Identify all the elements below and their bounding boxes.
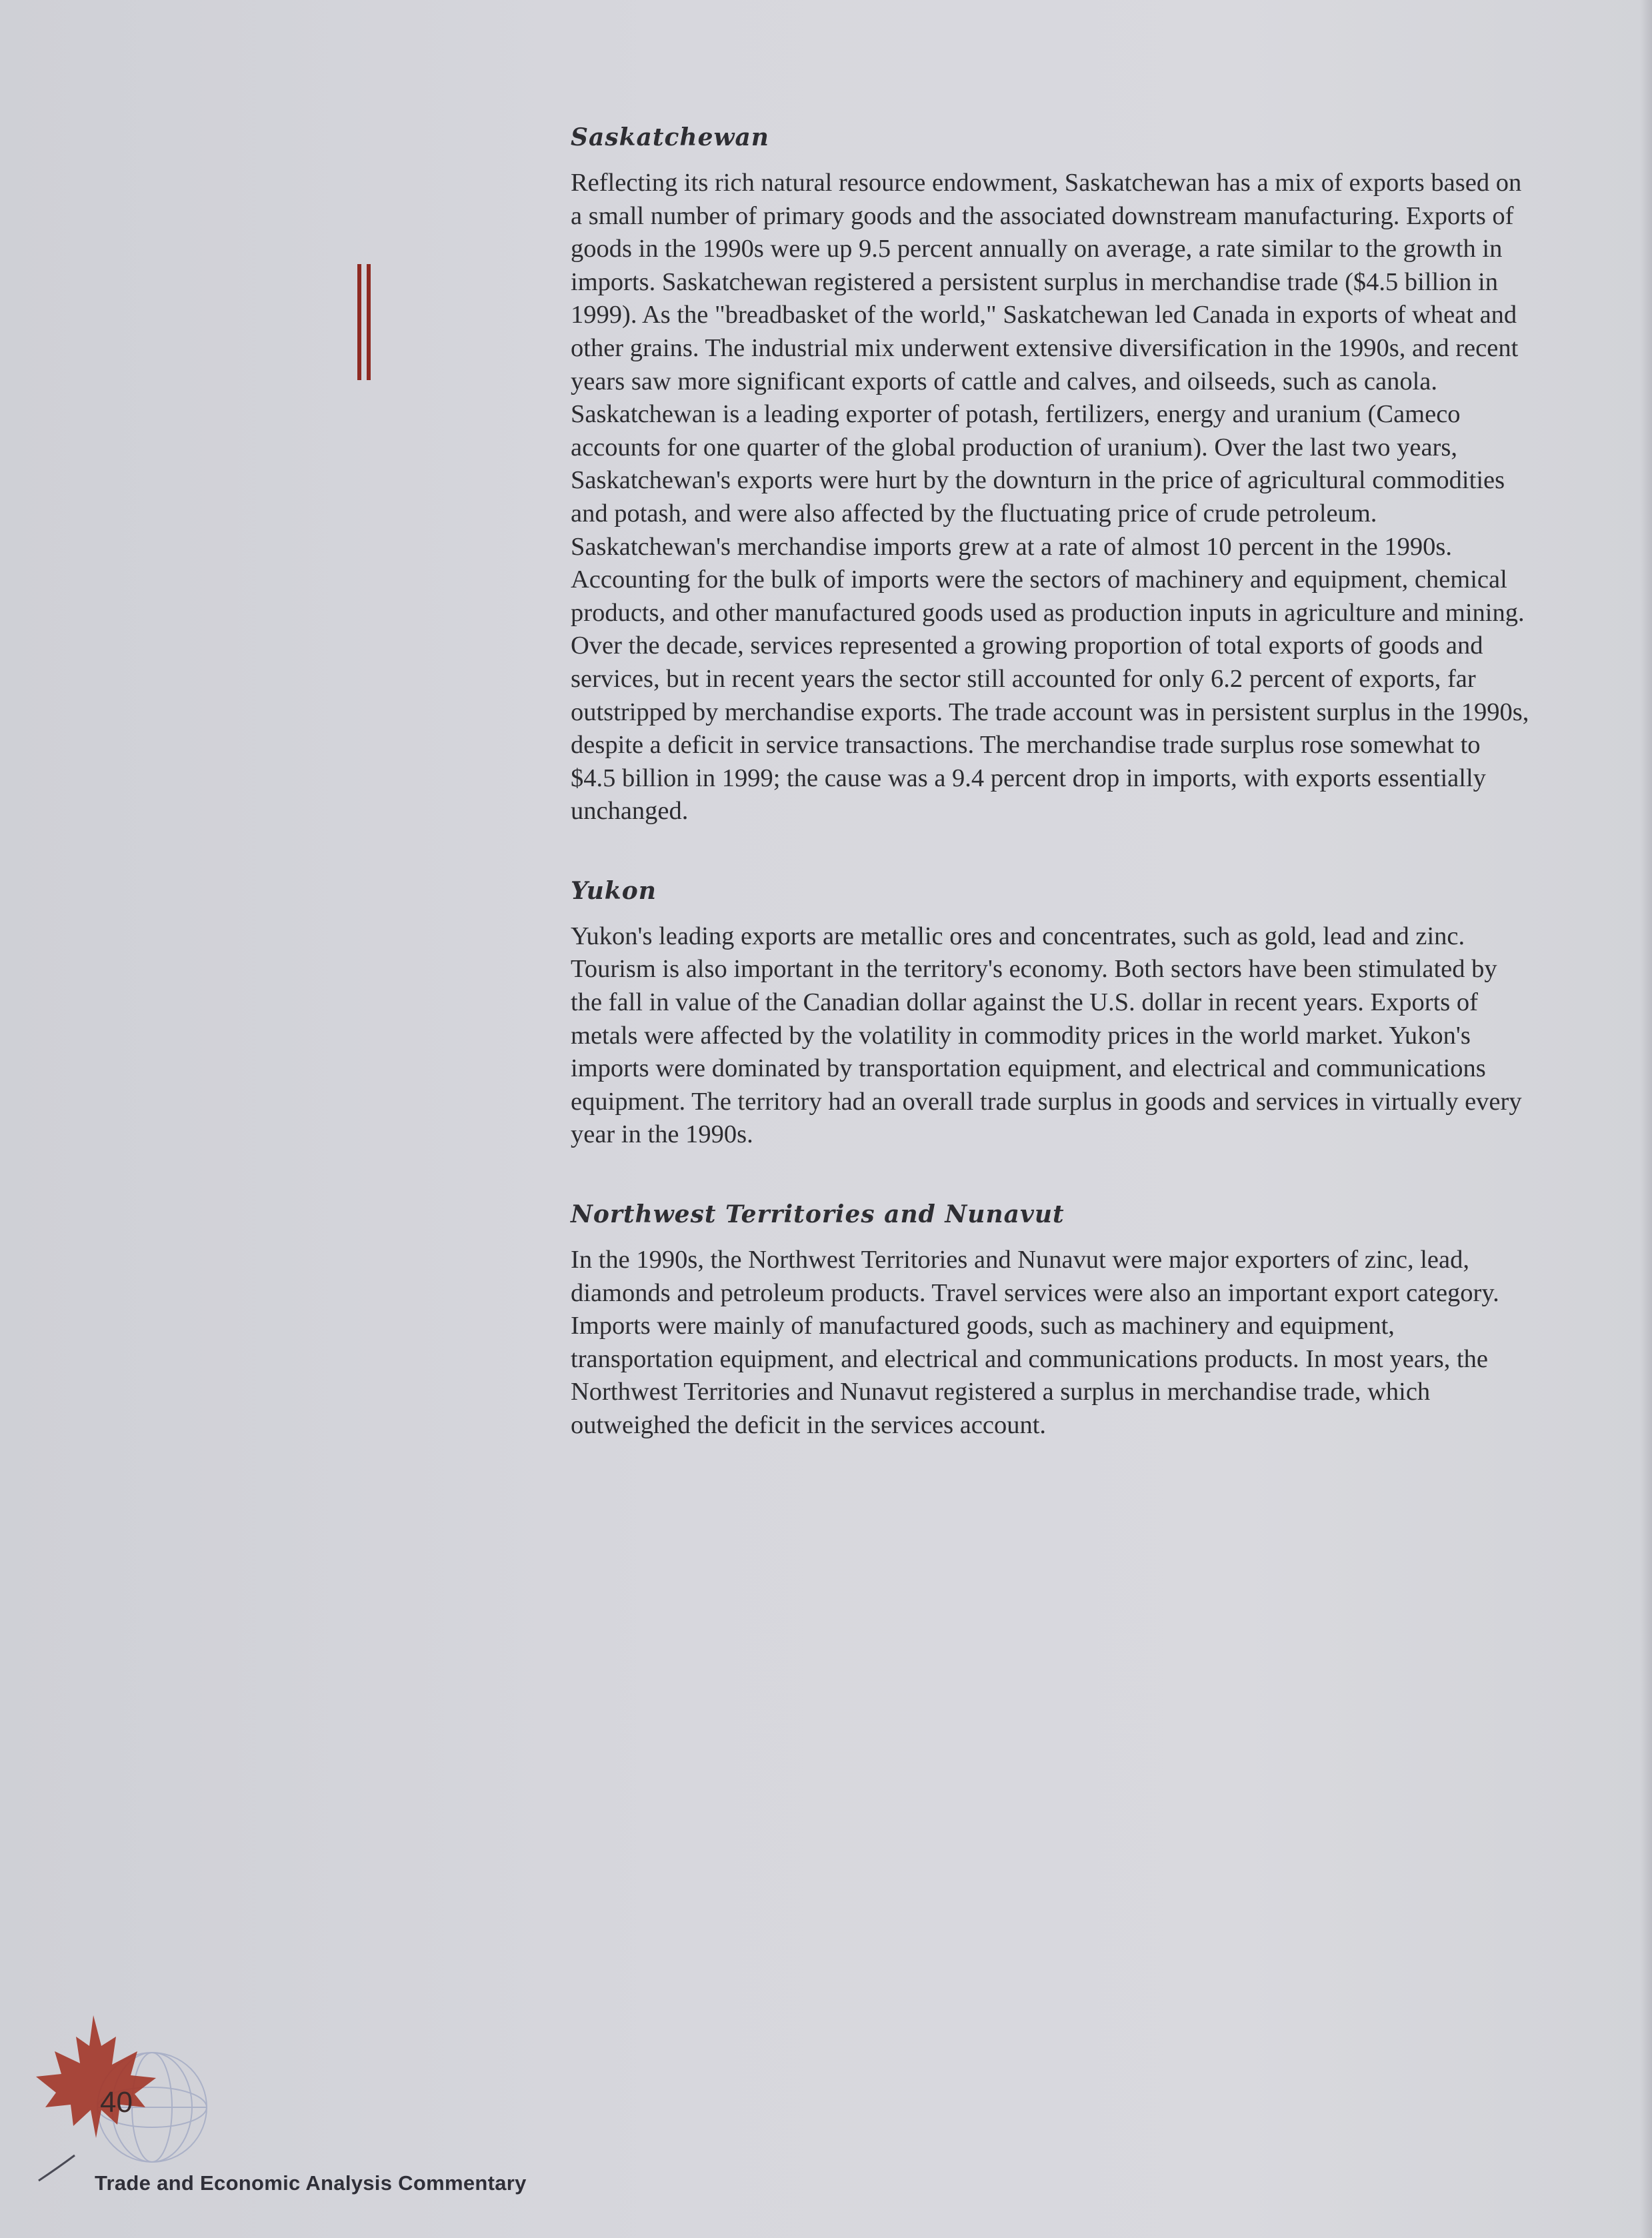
section-paragraph: Yukon's leading exports are metallic ores and concentrates, such as gold, lead and zinc. Tourism is also important in the territory's economy. Both sectors have been stimulated by the fall in value of the Canadian dollar against the U.S. dollar in recent years. Exports of metals were affected by the volatility in commodity prices in the world market. Yukon's imports were dominated by transportation equipment, and electrical and communications equipment. The territory had an overall trade surplus in goods and services in virtually every year in the 1990s. — [571, 922, 1522, 1149]
decorative-red-bars — [357, 264, 372, 380]
article-body — [571, 117, 1531, 1485]
section-heading: Northwest Territories and Nunavut — [571, 1200, 1065, 1229]
publication-title: Trade and Economic Analysis Commentary — [95, 2171, 527, 2195]
section-paragraph: Reflecting its rich natural resource endowment, Saskatchewan has a mix of exports based on a small number of primary goods and the associated downstream manufacturing. Exports of goods in the 1990s were up 9.5 percent annually on average, a rate similar to the growth in imports. Saskatchewan registered a persistent surplus in merchandise trade ($4.5 billion in 1999). As the "breadbasket of the world," Saskatchewan led Canada in exports of wheat and other grains. The industrial mix underwent extensive diversification in the 1990s, and recent years saw more significant exports of cattle and calves, and oilseeds, such as canola. Saskatchewan is a leading exporter of potash, fertilizers, energy and uranium (Cameco accounts for one quarter of the global production of uranium). Over the last two years, Saskatchewan's exports were hurt by the downturn in the price of agricultural commodities and potash, and were also affected by the fluctuating price of crude petroleum. Saskatchewan's merchandise imports grew at a rate of almost 10 percent in the 1990s. Accounting for the bulk of imports were the sectors of machinery and equipment, chemical products, and other manufactured goods used as production inputs in agriculture and mining. Over the decade, services represented a growing proportion of total exports of goods and services, but in recent years the sector still accounted for only 6.2 percent of exports, far outstripped by merchandise exports. The trade account was in persistent surplus in the 1990s, despite a deficit in service transactions. The merchandise trade surplus rose somewhat to $4.5 billion in 1999; the cause was a 9.4 percent drop in imports, with exports essentially unchanged. — [571, 169, 1529, 826]
section-heading: Saskatchewan — [571, 123, 769, 151]
page-edge-shadow — [1640, 0, 1652, 2238]
red-bar-left — [357, 264, 361, 380]
section-heading: Yukon — [571, 876, 657, 905]
section-yukon — [571, 871, 1531, 1152]
section-saskatchewan — [571, 117, 1531, 828]
red-bar-right — [367, 264, 371, 380]
section-paragraph: In the 1990s, the Northwest Territories and Nunavut were major exporters of zinc, lead, diamonds and petroleum products. Travel services were also an important export category. Imports were mainly of manufactured goods, such as machinery and equipment, transportation equipment, and electrical and communications products. In most years, the Northwest Territories and Nunavut registered a surplus in merchandise trade, which outweighed the deficit in the services account. — [571, 1246, 1499, 1439]
section-northwest-territories-nunavut — [571, 1194, 1531, 1442]
page-number: 40 — [100, 2086, 133, 2119]
